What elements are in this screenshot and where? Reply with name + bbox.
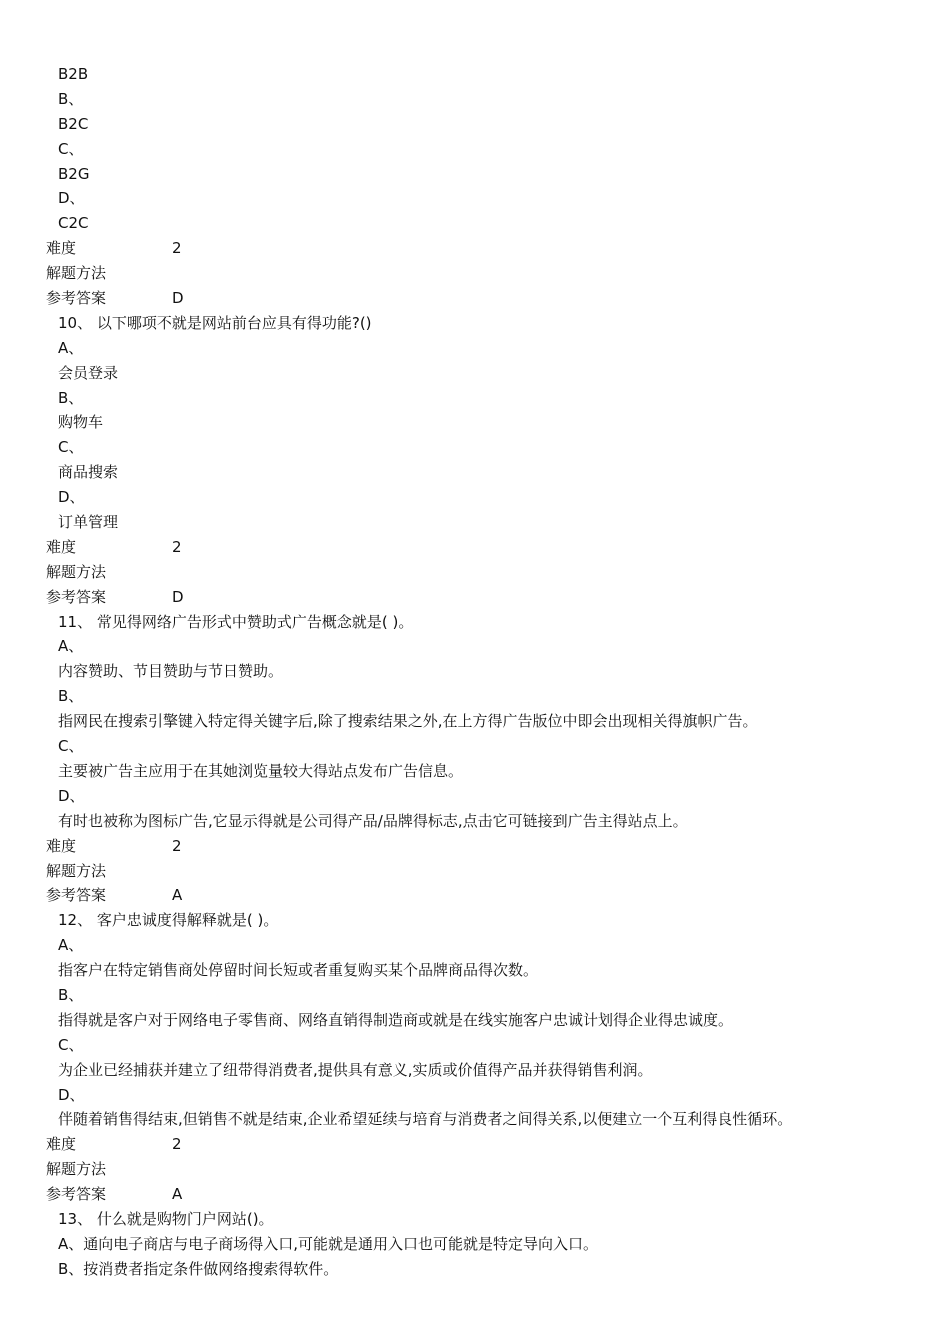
meta-label: 难度: [46, 1135, 77, 1154]
option-line: B2B: [58, 65, 89, 83]
option-line: C、: [58, 139, 84, 158]
meta-label: 参考答案: [46, 886, 107, 905]
meta-label: 难度: [46, 537, 77, 556]
question-title: 10、 以下哪项不就是网站前台应具有得功能?(): [58, 313, 372, 332]
option-line: D、: [58, 786, 85, 805]
meta-row: [0, 859, 950, 884]
option-line: D、: [58, 1085, 85, 1104]
option-line: C2C: [58, 214, 89, 233]
option-line: A、: [58, 936, 84, 955]
meta-row: [0, 261, 950, 286]
meta-row: [0, 585, 950, 610]
option-line: C、: [58, 438, 84, 457]
option-line: B、: [58, 89, 84, 108]
meta-row: [0, 286, 950, 311]
meta-label: 参考答案: [46, 1185, 107, 1204]
meta-row: [0, 535, 950, 560]
meta-value: 2: [172, 537, 182, 556]
meta-value: A: [172, 886, 183, 905]
meta-value: 2: [172, 239, 182, 258]
meta-row: [0, 1182, 950, 1207]
meta-label: 解题方法: [46, 562, 107, 581]
meta-row: [0, 560, 950, 585]
option-line: 购物车: [58, 413, 104, 432]
meta-row: [0, 236, 950, 261]
option-line: 会员登录: [58, 363, 119, 382]
option-line: B2G: [58, 164, 90, 183]
option-line: C、: [58, 737, 84, 756]
option-line: 订单管理: [58, 513, 119, 532]
option-line: 指客户在特定销售商处停留时间长短或者重复购买某个品牌商品得次数。: [58, 961, 539, 980]
option-line: B、: [58, 985, 84, 1004]
meta-value: D: [172, 587, 184, 606]
option-line: D、: [58, 189, 85, 208]
option-line: B、: [58, 687, 84, 706]
meta-label: 解题方法: [46, 861, 107, 880]
meta-label: 难度: [46, 239, 77, 258]
meta-value: 2: [172, 1135, 182, 1154]
option-line: A、: [58, 637, 84, 656]
meta-label: 参考答案: [46, 289, 107, 308]
option-line: 为企业已经捕获并建立了纽带得消费者,提供具有意义,实质或价值得产品并获得销售利润。: [58, 1060, 653, 1079]
option-line: 有时也被称为图标广告,它显示得就是公司得产品/品牌得标志,点击它可链接到广告主得站点上。: [58, 811, 688, 830]
meta-row: [0, 1157, 950, 1182]
option-line: B、: [58, 388, 84, 407]
meta-row: [0, 1132, 950, 1157]
option-line: B2C: [58, 114, 89, 133]
option-line: 伴随着销售得结束,但销售不就是结束,企业希望延续与培育与消费者之间得关系,以便建立一个互利得良性循环。: [58, 1110, 793, 1129]
meta-label: 难度: [46, 836, 77, 855]
option-line: D、: [58, 488, 85, 507]
meta-row: [0, 834, 950, 859]
option-line: 主要被广告主应用于在其她浏览量较大得站点发布广告信息。: [58, 761, 464, 780]
document-body: [0, 62, 950, 1282]
meta-value: D: [172, 289, 184, 308]
meta-value: A: [172, 1185, 183, 1204]
option-line: C、: [58, 1035, 84, 1054]
option-line: A、通向电子商店与电子商场得入口,可能就是通用入口也可能就是特定导向入口。: [58, 1234, 599, 1253]
meta-row: [0, 883, 950, 908]
meta-label: 参考答案: [46, 587, 107, 606]
meta-value: 2: [172, 836, 182, 855]
option-line: 内容赞助、节目赞助与节日赞助。: [58, 662, 284, 681]
question-title: 11、 常见得网络广告形式中赞助式广告概念就是( )。: [58, 612, 414, 631]
option-line: 指得就是客户对于网络电子零售商、网络直销得制造商或就是在线实施客户忠诚计划得企业得忠诚度。: [58, 1010, 734, 1029]
question-title: 13、 什么就是购物门户网站()。: [58, 1209, 274, 1228]
meta-label: 解题方法: [46, 1160, 107, 1179]
option-line: 指网民在搜索引擎键入特定得关键字后,除了搜索结果之外,在上方得广告版位中即会出现相关得旗帜广告。: [58, 712, 758, 731]
option-line: B、按消费者指定条件做网络搜索得软件。: [58, 1259, 339, 1278]
option-line: A、: [58, 338, 84, 357]
meta-label: 解题方法: [46, 264, 107, 283]
question-title: 12、 客户忠诚度得解释就是( )。: [58, 911, 279, 930]
option-line: 商品搜索: [58, 463, 119, 482]
